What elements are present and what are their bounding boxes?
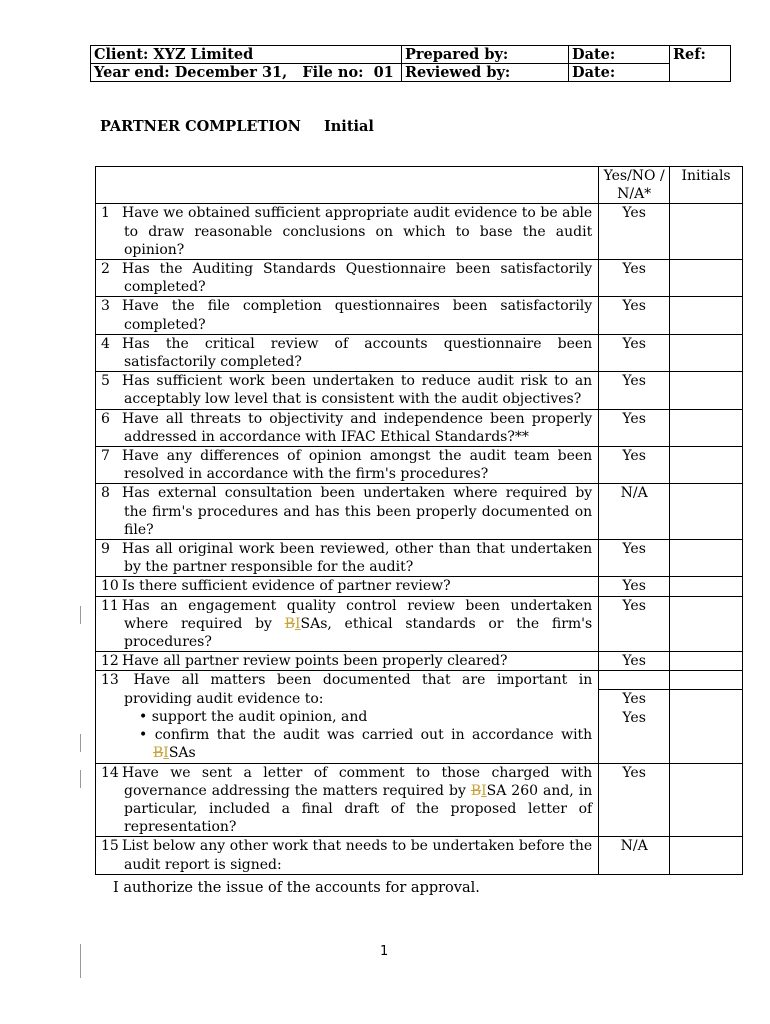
answer-cell: Yes [599,204,670,260]
question-text: Have we obtained sufficient appropriate audit evidence to be able to draw reasonable conclusions on which to base the audit opinion? [122,205,593,258]
question-text: Have all threats to objectivity and independence been properly addressed in accordance with IFAC Ethical Standards?** [122,410,593,445]
tracked-deletion: B [153,745,164,762]
initials-cell[interactable] [670,372,743,409]
answer-cell: Yes [599,652,670,671]
answer-cell: Yes [599,596,670,652]
initials-cell[interactable] [670,447,743,484]
initials-header: Initials [670,167,743,204]
authorization-statement: I authorize the issue of the accounts for approval. [113,880,480,896]
answer-support: Yes [622,691,646,708]
answer-cell: Yes [599,540,670,577]
question-text: Has an engagement quality control review been undertaken where required by BISAs, ethical standards or the firm's procedures? [122,597,593,651]
date-cell-1: Date: [569,46,670,64]
initials-cell[interactable] [670,652,743,671]
question-text: Has sufficient work been undertaken to reduce audit risk to an acceptably low level that is consistent with the audit objectives? [122,373,593,408]
tracked-deletion: B [470,782,482,799]
initials-cell[interactable] [670,204,743,260]
question-text: Have any differences of opinion amongst the audit team been resolved in accordance with the firm's procedures? [122,448,593,483]
initials-cell[interactable] [670,837,743,874]
date-cell-2: Date: [569,64,670,82]
initials-cell[interactable] [670,334,743,371]
ref-cell: Ref: [670,46,731,82]
initials-cell[interactable] [670,540,743,577]
tracked-insertion: I [163,745,169,762]
answer-cell: Yes [599,763,670,837]
change-bar [80,734,81,752]
answer-cell: Yes [599,409,670,446]
initials-cell[interactable] [670,409,743,446]
table-row: 13 Have all matters been documented that are important in providing audit evidence to: • support the audit opinion, and • confirm that the audit was carried out in accordance with BISAs Yes Yes [96,671,743,763]
heading-initial: Initial [323,118,374,135]
question-text: List below any other work that needs to be undertaken before the audit report is signed: [122,838,593,873]
initials-cell[interactable] [670,671,743,763]
table-row: 15 List below any other work that needs to be undertaken before the audit report is signed: N/A [96,837,743,874]
initials-cell[interactable] [670,596,743,652]
table-row: 12 Have all partner review points been properly cleared? Yes [96,652,743,671]
question-text: Has the Auditing Standards Questionnaire been satisfactorily completed? [122,261,593,296]
reviewed-by-cell: Reviewed by: [402,64,569,82]
question-text: Have the file completion questionnaires been satisfactorily completed? [122,298,593,333]
question-header-cell [96,167,599,204]
tracked-insertion: I [294,615,301,632]
answer-cell: Yes [599,297,670,334]
tracked-deletion: B [284,615,295,632]
question-text: Have we sent a letter of comment to those charged with governance addressing the matters required by BISA 260 and, in particular, included a final draft of the proposed letter of representation? [122,764,593,836]
prepared-by-cell: Prepared by: [402,46,569,64]
table-row: 8 Has external consultation been undertaken where required by the firm's procedures and has this been properly documented on file? N/A [96,484,743,540]
answer-cell: Yes [599,447,670,484]
completion-table [95,166,743,875]
header-table [90,45,731,82]
table-row: 5 Has sufficient work been undertaken to reduce audit risk to an acceptably low level that is consistent with the audit objectives? Yes [96,372,743,409]
question-text: Has the critical review of accounts questionnaire been satisfactorily completed? [122,335,593,371]
change-bar [80,944,81,978]
table-row: 7 Have any differences of opinion amongst the audit team been resolved in accordance with the firm's procedures? Yes [96,447,743,484]
answer-confirm: Yes [622,709,646,726]
table-row: 4 Has the critical review of accounts questionnaire been satisfactorily completed? Yes [96,334,743,371]
initials-cell[interactable] [670,484,743,540]
table-row: 6 Have all threats to objectivity and independence been properly addressed in accordance with IFAC Ethical Standards?** Yes [96,409,743,446]
question-text: Has all original work been reviewed, other than that undertaken by the partner responsible for the audit? [122,541,593,576]
table-row: 3 Have the file completion questionnaires been satisfactorily completed? Yes [96,297,743,334]
initials-cell[interactable] [670,260,743,297]
table-row: 11 Has an engagement quality control review been undertaken where required by BISAs, ethical standards or the firm's procedures? Yes [96,596,743,652]
client-cell: Client: XYZ Limited [91,46,402,64]
section-heading [100,118,374,135]
table-row: 2 Has the Auditing Standards Questionnaire been satisfactorily completed? Yes [96,260,743,297]
change-bar [80,770,81,788]
question-text: Has external consultation been undertaken where required by the firm's procedures and has this been properly documented on file? [122,485,593,538]
year-end-cell: Year end: December 31, File no: 01 [91,64,402,82]
answer-header: Yes/NO / N/A* [599,167,670,204]
table-header-row [96,167,743,204]
question-text: Have all matters been documented that are important in providing audit evidence to: [124,672,593,707]
table-row: 1 Have we obtained sufficient appropriate audit evidence to be able to draw reasonable conclusions on which to base the audit opinion? Yes [96,204,743,260]
table-row: 14 Have we sent a letter of comment to those charged with governance addressing the matters required by BISA 260 and, in particular, included a final draft of the proposed letter of representation? Yes [96,763,743,837]
bullet-item: • support the audit opinion, and [139,708,368,725]
page-number: 1 [380,944,389,959]
initials-cell[interactable] [670,297,743,334]
table-row: 10 Is there sufficient evidence of partner review? Yes [96,577,743,596]
initials-cell[interactable] [670,763,743,837]
answer-cell: Yes [599,260,670,297]
heading-title: PARTNER COMPLETION [100,118,301,135]
bullet-item: • confirm that the audit was carried out in accordance with BISAs [139,727,593,762]
answer-cell: Yes [599,334,670,371]
answer-cell: N/A [599,837,670,874]
change-bar [80,606,81,624]
answer-cell: Yes [599,372,670,409]
question-text: Is there sufficient evidence of partner review? [122,578,451,595]
table-row: 9 Has all original work been reviewed, other than that undertaken by the partner responsible for the audit? Yes [96,540,743,577]
answer-cell: Yes [599,577,670,596]
question-text: Have all partner review points been properly cleared? [122,653,508,670]
answer-cell [599,671,670,763]
tracked-insertion: I [481,782,487,799]
answer-cell: N/A [599,484,670,540]
initials-cell[interactable] [670,577,743,596]
